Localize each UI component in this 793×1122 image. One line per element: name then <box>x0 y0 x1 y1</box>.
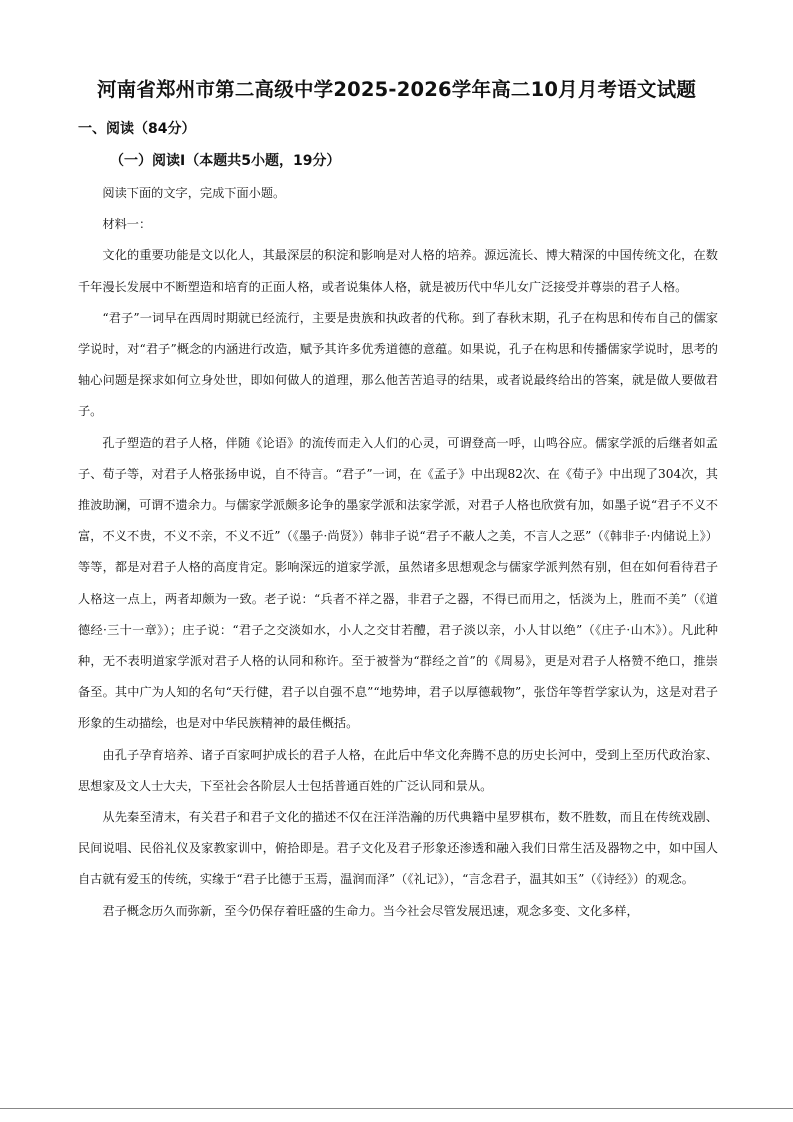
section-heading: 一、阅读（84分） <box>78 121 196 137</box>
material-label: 材料一： <box>102 217 152 232</box>
paragraph-1: 文化的重要功能是文以化人，其最深层的积淀和影响是对人格的培养。源远流长、博大精深的中国传统文化，在数千年漫长发展中不断塑造和培育的正面人格，或者说集体人格，就是被历代中华儿女广泛接受并尊崇的君子人格。 <box>78 248 718 294</box>
sub-section-heading: （一）阅读Ⅰ（本题共5小题，19分） <box>110 153 341 169</box>
paragraph-5: 从先秦至清末，有关君子和君子文化的描述不仅在汪洋浩瀚的历代典籍中星罗棋布，数不胜数，而且在传统戏剧、民间说唱、民俗礼仪及家教家训中，俯拾即是。君子文化及君子形象还渗透和融入我们日常生活及器物之中，如中国人自古就有爱玉的传统，实缘于“君子比德于玉焉，温润而泽”（《礼记》），“言念君子，温其如玉”（《诗经》）的观念。 <box>78 810 718 887</box>
page-title: 河南省郑州市第二高级中学2025-2026学年高二10月月考语文试题 <box>96 78 697 101</box>
paragraph-6: 君子概念历久而弥新，至今仍保存着旺盛的生命力。当今社会尽管发展迅速，观念多变、文化多样， <box>102 903 639 918</box>
paragraph-4: 由孔子孕育培养、诸子百家呵护成长的君子人格，在此后中华文化奔腾不息的历史长河中，受到上至历代政治家、思想家及文人士大夫，下至社会各阶层人士包括普通百姓的广泛认同和景从。 <box>78 747 718 793</box>
reading-passage <box>78 178 718 927</box>
page-bottom-divider <box>0 1108 793 1109</box>
paragraph-2: “君子”一词早在西周时期就已经流行，主要是贵族和执政者的代称。到了春秋末期，孔子在构思和传布自己的儒家学说时，对“君子”概念的内涵进行改造，赋予其许多优秀道德的意蕴。如果说，孔子在构思和传播儒家学说时，思考的轴心问题是探求如何立身处世，即如何做人的道理，那么他苦苦追寻的结果，或者说最终给出的答案，就是做人要做君子。 <box>78 310 718 419</box>
paragraph-3: 孔子塑造的君子人格，伴随《论语》的流传而走入人们的心灵，可谓登高一呼，山鸣谷应。儒家学派的后继者如孟子、荀子等，对君子人格张扬申说，自不待言。“君子”一词，在《孟子》中出现82次、在《荀子》中出现了304次，其推波助澜，可谓不遗余力。与儒家学派颇多论争的墨家学派和法家学派，对君子人格也欣赏有加，如墨子说“君子不义不富，不义不贵，不义不亲，不义不近”（《墨子·尚贤》）韩非子说“君子不蔽人之美，不言人之恶”（《韩非子·内储说上》）等等，都是对君子人格的高度肯定。影响深远的道家学派，虽然诸多思想观念与儒家学派判然有别，但在如何看待君子人格这一点上，两者却颇为一致。老子说：“兵者不祥之器，非君子之器，不得已而用之，恬淡为上，胜而不美”（《道德经·三十一章》）；庄子说：“君子之交淡如水，小人之交甘若醴，君子淡以亲，小人甘以绝”（《庄子·山木》）。凡此种种，无不表明道家学派对君子人格的认同和称许。至于被誉为“群经之首”的《周易》，更是对君子人格赞不绝口，推崇备至。其中广为人知的名句“天行健，君子以自强不息”“地势坤，君子以厚德载物”，张岱年等哲学家认为，这是对君子形象的生动描绘，也是对中华民族精神的最佳概括。 <box>78 435 718 731</box>
instruction-text: 阅读下面的文字，完成下面小题。 <box>102 186 286 200</box>
